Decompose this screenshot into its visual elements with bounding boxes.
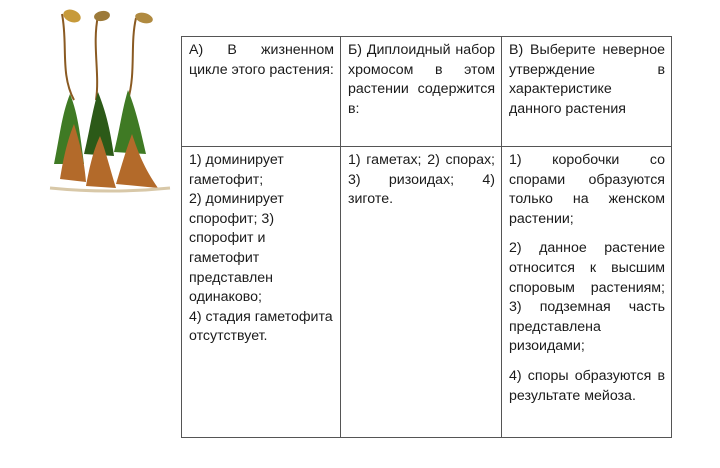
header-b-text: Б) Диплоидный набор хромосом в этом растении содержится в: [348, 42, 495, 117]
header-cell-c [502, 37, 672, 147]
option-a-4: 4) стадия гаметофита отсутствует. [189, 308, 333, 345]
moss-stalk [62, 14, 74, 100]
answers-cell-b [341, 147, 502, 438]
option-c-2-3: 2) данное растение относится к высшим споровым растениям; 3) подземная часть представлена ризоидами; [509, 240, 665, 355]
option-c-1: 1) коробочки со спорами образуются только на женском растении; [509, 152, 665, 227]
quiz-table [181, 36, 672, 438]
moss-leafy-shoot [84, 92, 116, 188]
moss-leafy-shoot [54, 94, 86, 182]
options-b-text: 1) гаметах; 2) спорах; 3) ризоидах; 4) зиготе. [348, 152, 495, 208]
moss-capsule [93, 10, 110, 23]
header-c-text: В) Выберите неверное утверждение в характеристике данного растения [509, 42, 665, 117]
moss-stalk [128, 18, 136, 100]
answers-cell-a [182, 147, 341, 438]
answers-row [182, 147, 672, 438]
option-a-1: 1) доминирует гаметофит; [189, 152, 284, 188]
moss-stalk [96, 16, 98, 100]
option-a-2-3: 2) доминирует спорофит; 3) спорофит и гаметофит представлен одинаково; [189, 191, 284, 306]
header-cell-a [182, 37, 341, 147]
option-c-4: 4) споры образуются в результате мейоза. [509, 367, 665, 404]
moss-plant-illustration [40, 4, 180, 194]
moss-ground [50, 188, 170, 191]
answers-cell-c [502, 147, 672, 438]
moss-capsule [134, 11, 154, 25]
moss-leafy-shoot [114, 90, 158, 188]
moss-capsule [61, 7, 82, 24]
header-cell-b [341, 37, 502, 147]
header-a-text: А) В жизненном цикле этого растения: [189, 42, 334, 78]
header-row [182, 37, 672, 147]
